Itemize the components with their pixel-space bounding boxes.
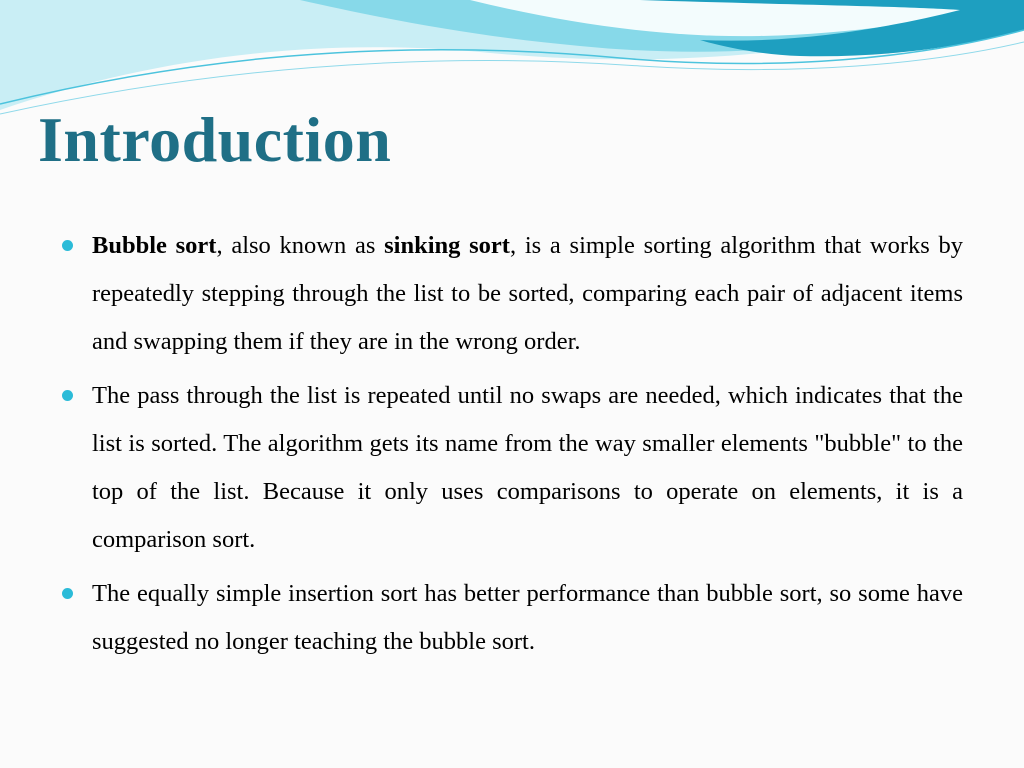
bullet-1-text-a: , also known as xyxy=(216,232,385,259)
term-bubble-sort: Bubble sort xyxy=(92,232,217,259)
bullet-text-3: The equally simple insertion sort has better performance than bubble sort, so some have suggested no longer teaching the bubble sort. xyxy=(92,580,963,655)
bullet-text-1 xyxy=(92,222,963,366)
term-sinking-sort: sinking sort xyxy=(384,232,510,259)
bullet-dot-icon xyxy=(62,240,73,251)
bullet-item-3 xyxy=(60,570,963,666)
bullet-list xyxy=(60,222,963,672)
bullet-text-2: The pass through the list is repeated until no swaps are needed, which indicates that the list is sorted. The algorithm gets its name from the way smaller elements "bubble" to the top of the list. Because it only uses comparisons to operate on elements, it is a comparison sort. xyxy=(92,382,963,553)
bullet-item-1 xyxy=(60,222,963,366)
slide-title: Introduction xyxy=(38,104,392,175)
bullet-1-text-b: , is a simple sorting algorithm that works by repeatedly stepping through the list to be sorted, comparing each pair of adjacent items and swapping them if they are in the wrong order. xyxy=(92,232,964,355)
bullet-dot-icon xyxy=(62,588,73,599)
bullet-dot-icon xyxy=(62,390,73,401)
bullet-item-2 xyxy=(60,372,963,564)
